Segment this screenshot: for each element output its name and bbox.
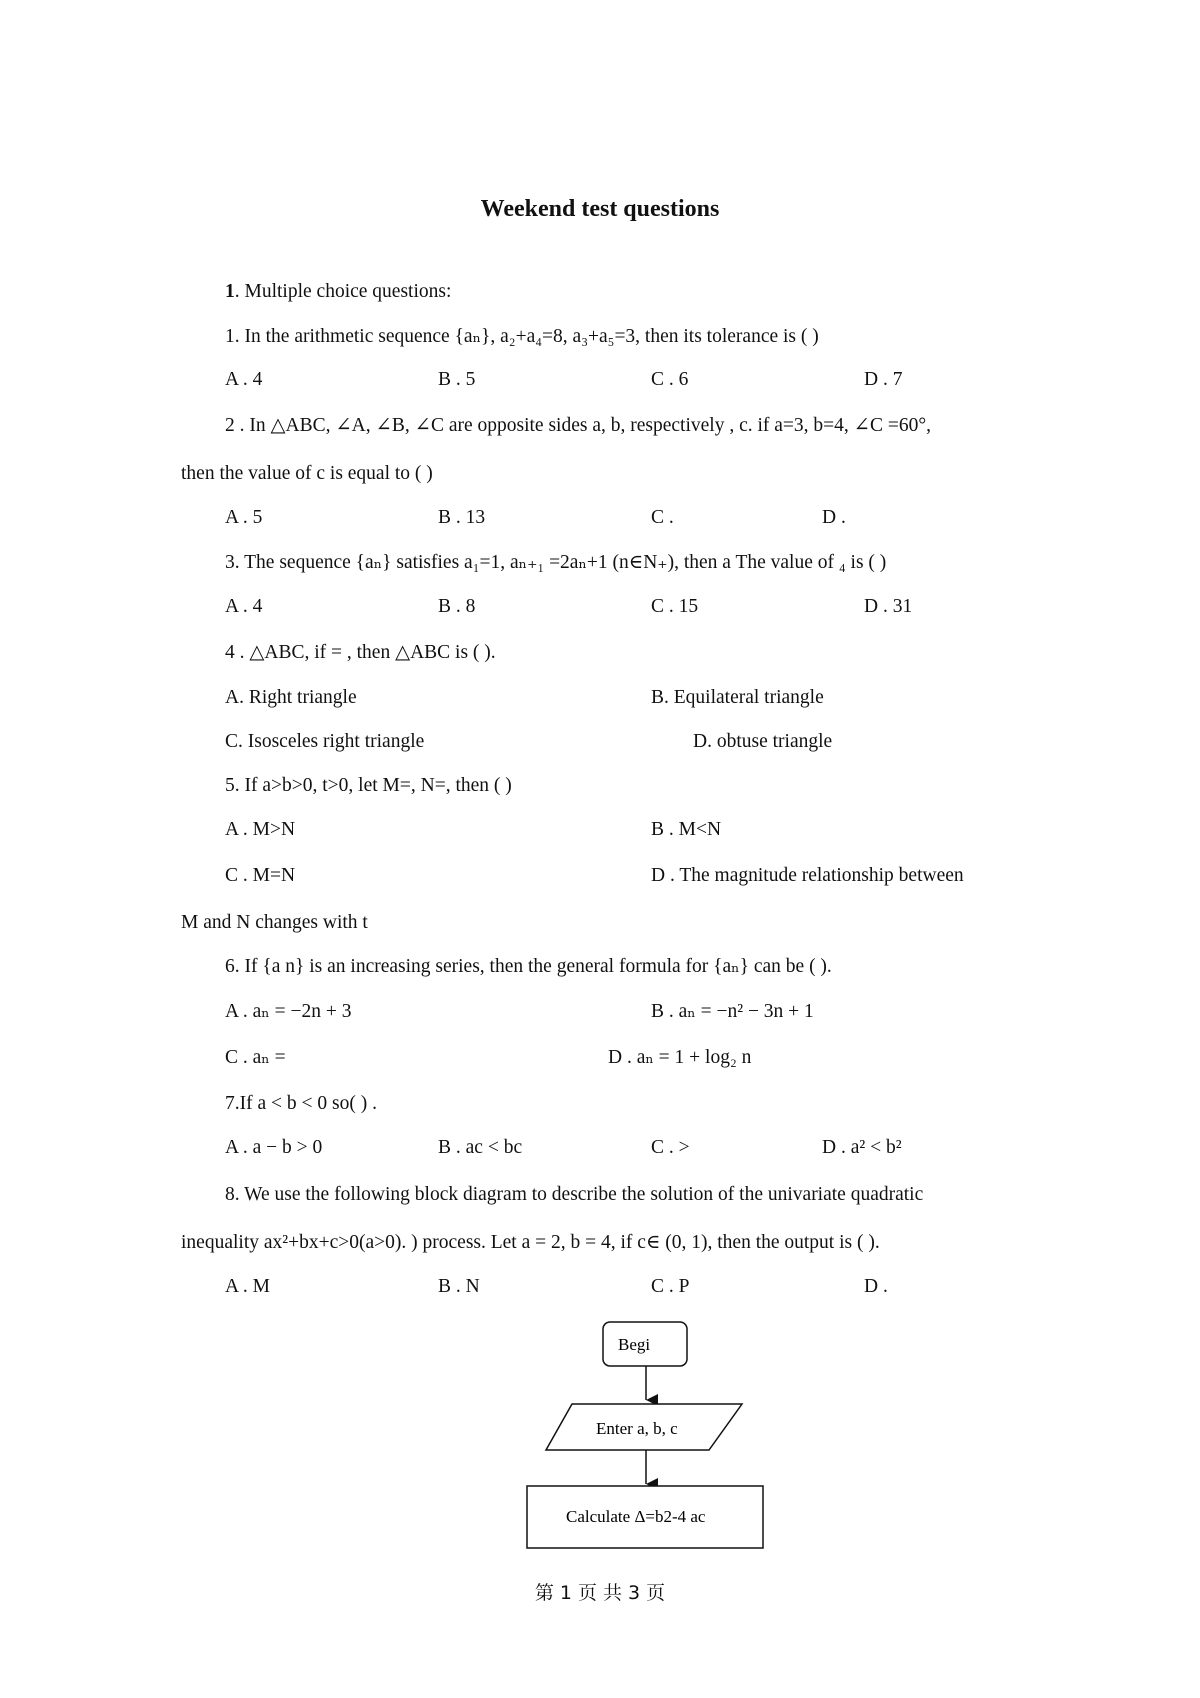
question-8-option-b: B . N <box>438 1276 480 1297</box>
question-8-option-c: C . P <box>651 1276 690 1297</box>
question-5-option-c: C . M=N <box>225 865 296 886</box>
question-7-option-c: C . > <box>651 1137 690 1158</box>
question-1-option-d: D . 7 <box>864 369 903 390</box>
question-2-option-b: B . 13 <box>438 507 486 528</box>
question-5-stem: 5. If a>b>0, t>0, let M=, N=, then ( ) <box>225 775 512 796</box>
question-6-option-d: D . aₙ = 1 + log₂ n <box>608 1047 752 1068</box>
page-footer: 第 1 页 共 3 页 <box>534 1582 666 1604</box>
flowchart-begin-label: Begi <box>618 1335 651 1354</box>
question-2-option-a: A . 5 <box>225 507 263 528</box>
question-8-stem-line1: 8. We use the following block diagram to describe the solution of the univariate quadratic <box>225 1184 924 1205</box>
question-4-option-d: D. obtuse triangle <box>693 731 833 752</box>
page-title: Weekend test questions <box>480 196 720 222</box>
question-2-option-c: C . <box>651 507 674 528</box>
question-3-option-c: C . 15 <box>651 596 699 617</box>
question-7-option-b: B . ac < bc <box>438 1137 523 1158</box>
question-3-stem: 3. The sequence {aₙ} satisfies a₁=1, aₙ₊₁ =2aₙ+1 (n∈N₊), then a The value of ₄ is ( ) <box>225 552 887 573</box>
question-8-option-d: D . <box>864 1276 888 1297</box>
question-2-stem-line1: 2 . In △ABC, ∠A, ∠B, ∠C are opposite sides a, b, respectively , c. if a=3, b=4, ∠C =60°, <box>225 415 932 436</box>
question-2-stem-line2: then the value of c is equal to ( ) <box>181 463 433 484</box>
question-5-option-b: B . M<N <box>651 819 722 840</box>
question-6-option-b: B . aₙ = −n² − 3n + 1 <box>651 1001 814 1022</box>
question-6-option-a: A . aₙ = −2n + 3 <box>225 1001 352 1022</box>
section-heading-text: . Multiple choice questions: <box>234 281 452 302</box>
question-5-continuation: M and N changes with t <box>181 912 368 933</box>
question-8-option-a: A . M <box>225 1276 270 1297</box>
question-3-option-a: A . 4 <box>225 596 263 617</box>
question-1-option-a: A . 4 <box>225 369 263 390</box>
question-1-option-b: B . 5 <box>438 369 476 390</box>
question-2-option-d: D . <box>822 507 846 528</box>
question-1-option-c: C . 6 <box>651 369 689 390</box>
question-1-stem: 1. In the arithmetic sequence {aₙ}, a₂+a₄=8, a₃+a₅=3, then its tolerance is ( ) <box>225 326 819 347</box>
flowchart-input-label: Enter a, b, c <box>596 1419 678 1438</box>
question-4-option-b: B. Equilateral triangle <box>651 687 824 708</box>
question-4-stem: 4 . △ABC, if = , then △ABC is ( ). <box>225 642 496 663</box>
question-4-option-c: C. Isosceles right triangle <box>225 731 425 752</box>
question-7-option-a: A . a − b > 0 <box>225 1137 323 1158</box>
flowchart-calc-label: Calculate Δ=b2-4 ac <box>566 1507 706 1526</box>
question-8-stem-line2: inequality ax²+bx+c>0(a>0). ) process. Let a = 2, b = 4, if c∈ (0, 1), then the output is ( ). <box>181 1232 880 1253</box>
question-3-option-d: D . 31 <box>864 596 913 617</box>
question-3-option-b: B . 8 <box>438 596 476 617</box>
question-6-stem: 6. If {a n} is an increasing series, then the general formula for {aₙ} can be ( ). <box>225 956 832 977</box>
question-5-option-a: A . M>N <box>225 819 296 840</box>
question-7-option-d: D . a² < b² <box>822 1137 902 1158</box>
question-5-option-d: D . The magnitude relationship between <box>651 865 964 886</box>
question-7-stem: 7.If a < b < 0 so( ) . <box>225 1093 377 1114</box>
question-6-option-c: C . aₙ = <box>225 1047 286 1068</box>
question-4-option-a: A. Right triangle <box>225 687 357 708</box>
section-number: 1 <box>225 281 235 302</box>
